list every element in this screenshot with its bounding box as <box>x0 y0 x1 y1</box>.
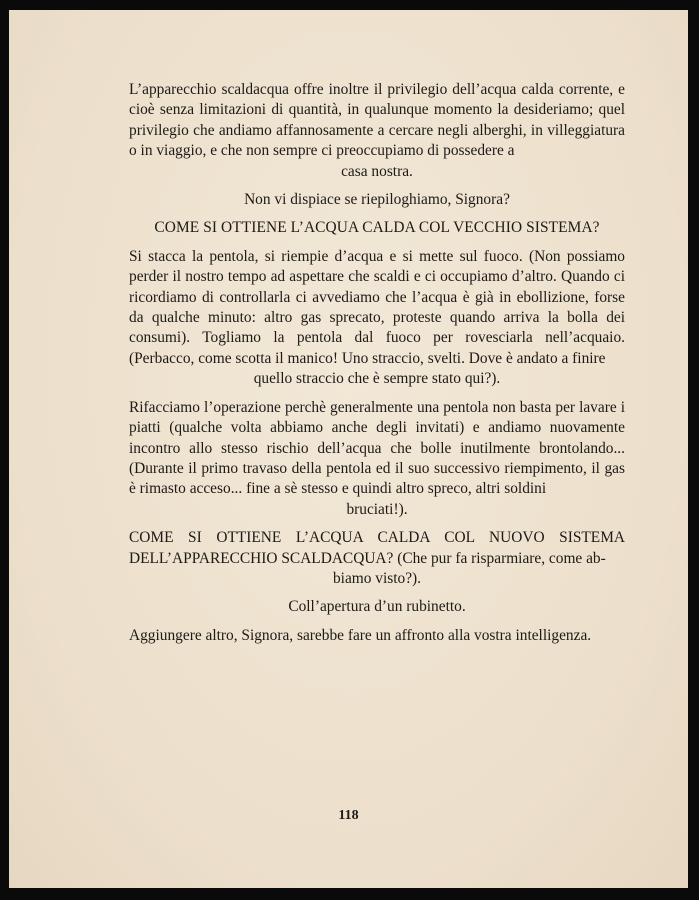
heading-new-system: COME SI OTTIENE L’ACQUA CALDA COL NUOVO SISTEMA DELL’APPARECCHIO SCALDACQUA? (Che pur fa risparmiare, come ab- <box>129 529 625 567</box>
heading-old-system: COME SI OTTIENE L’ACQUA CALDA COL VECCHIO SISTEMA? <box>154 219 600 237</box>
paragraph-2: Non vi dispiace se riepiloghiamo, Signora? <box>244 191 510 209</box>
page-number: 118 <box>338 808 359 823</box>
paragraph-6: Aggiungere altro, Signora, sarebbe fare un affronto alla vostra intelligenza. <box>129 626 592 644</box>
paragraph-1-end: casa nostra. <box>341 162 413 180</box>
paragraph-4: Rifacciamo l’operazione perchè generalmente una pentola non basta per lavare i piatti (qualche volta abbiamo anche degli invitati) e andiamo nuovamente incontro allo stesso rischio dell’acqua che bolle inutilmente brontolando... (Durante il primo travaso della pentola ed il suo successivo riempimento, il gas è rimasto acceso... fine a sè stesso e quindi altro spreco, altri soldini <box>129 398 625 498</box>
text-block <box>129 80 625 646</box>
paragraph-5: Coll’apertura d’un rubinetto. <box>288 598 466 616</box>
paragraph-1: L’apparecchio scaldacqua offre inoltre il privilegio dell’acqua calda corrente, e cioè senza limitazioni di quantità, in qualunque momento la desideriamo; quel privilegio che andiamo affannosamente a cercare negli alberghi, in villeggiatura o in viaggio, e che non sempre ci preoccupiamo di possedere a <box>129 81 625 160</box>
heading-new-system-end: biamo visto?). <box>332 569 422 587</box>
paragraph-3: Si stacca la pentola, si riempie d’acqua e si mette sul fuoco. (Non possiamo perder il nostro tempo ad aspettare che scaldi e ci occupiamo d’altro. Quando ci ricordiamo di controllarla ci avvediamo che l’acqua è già in ebollizione, forse da qualche minuto: altro gas sprecato, proteste quando arriva la bolla dei consumi). Togliamo la pentola dal fuoco per rovesciarla nell’acquaio. (Perbacco, come scotta il manico! Uno straccio, svelti. Dove è andato a finire <box>129 247 625 367</box>
paragraph-4-end: bruciati!). <box>346 500 408 518</box>
paragraph-3-end: quello straccio che è sempre stato qui?). <box>253 370 501 388</box>
document-page <box>9 10 688 888</box>
